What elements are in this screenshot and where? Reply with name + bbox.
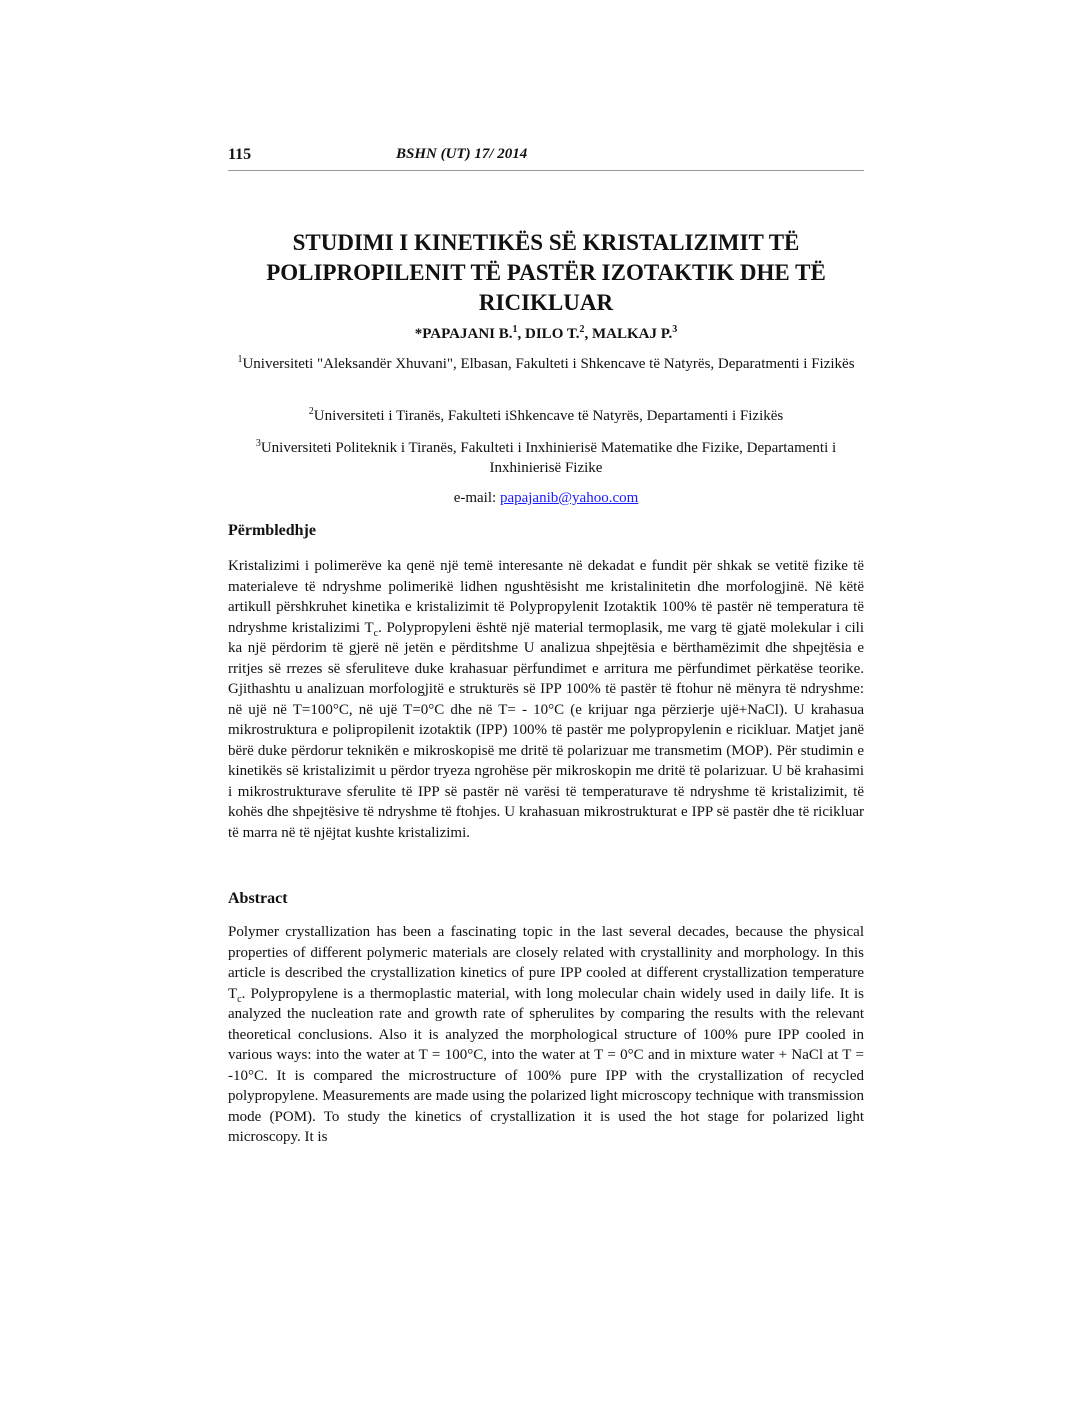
affiliation-text: Universiteti i Tiranës, Fakulteti iShkencave të Natyrës, Departamenti i Fizikës bbox=[313, 408, 784, 424]
affiliation-text: Universiteti Politeknik i Tiranës, Fakulteti i Inxhinierisë Matematike dhe Fizike, Departamenti i Inxhinierisë Fizike bbox=[260, 440, 837, 476]
abstract-text: . Polypropylene is a thermoplastic material, with long molecular chain widely used in daily life. It is analyzed the nucleation rate and growth rate of spherulites by comparing the results with the relevant theoretical conclusions. Also it is analyzed the morphological structure of 100% pure IPP cooled in various ways: into the water at T = 100°C, into the water at T = 0°C and in mixture water + NaCl at T = -10°C. It is compared the microstructure of 100% pure IPP with the crystallization of recycled polypropylene. Measurements are made using the polarized light microscopy technique with transmission mode (POM). To study the kinetics of crystallization it is used the hot stage for polarized light microscopy. It is bbox=[228, 985, 864, 1145]
email-label: e-mail: bbox=[453, 490, 500, 506]
abstract-text: Polymer crystallization has been a fascinating topic in the last several decades, because the physical properties of different polymeric materials are closely related with crystallinity and morphology. In this article is described the crystallization kinetics of pure IPP cooled at different crystallization temperature T bbox=[228, 924, 864, 1002]
affiliation-2 bbox=[228, 406, 864, 426]
affiliation-3 bbox=[228, 438, 864, 478]
contact-email bbox=[228, 490, 864, 507]
page-number: 115 bbox=[228, 146, 252, 163]
affiliation-mark: 3 bbox=[255, 438, 261, 449]
author-name: , MALKAJ P. bbox=[584, 326, 673, 342]
running-header bbox=[228, 146, 864, 171]
summary-text: Kristalizimi i polimerëve ka qenë një temë interesante në dekadat e fundit për shkak se vetitë fizike të materialeve të ndryshme polimerikë lidhen ngushtësisht me kristalinitetin dhe morfologjinë. Në këtë artikull përshkruhet kinetika e kristalizimit të Polypropylenit Izotaktik 100% të pastër në temperatura të ndryshme kristalizimi T bbox=[228, 558, 864, 636]
author-name: , DILO T. bbox=[517, 326, 580, 342]
affiliation-mark: 1 bbox=[237, 354, 243, 365]
summary-paragraph bbox=[228, 556, 864, 843]
section-heading-abstract: Abstract bbox=[228, 890, 288, 907]
author-list bbox=[228, 326, 864, 343]
author-name: *PAPAJANI B. bbox=[414, 326, 513, 342]
affiliation-1 bbox=[228, 354, 864, 374]
affiliation-mark: 2 bbox=[308, 406, 314, 417]
author-affil-mark: 3 bbox=[672, 324, 678, 335]
paper-title: STUDIMI I KINETIKËS SË KRISTALIZIMIT TË POLIPROPILENIT TË PASTËR IZOTAKTIK DHE TË RICIKLUAR bbox=[266, 230, 826, 315]
author-affil-mark: 2 bbox=[579, 324, 585, 335]
subscript: c bbox=[237, 993, 242, 1005]
subscript: c bbox=[373, 627, 379, 639]
abstract-paragraph bbox=[228, 922, 864, 1148]
journal-reference: BSHN (UT) 17/ 2014 bbox=[396, 146, 528, 162]
author-affil-mark: 1 bbox=[512, 324, 518, 335]
summary-text: . Polypropyleni është një material termoplasik, me varg të gjatë molekular i cili ka një përdorim të gjerë në jetën e përditshme U analizua shpejtësia e bërthamëzimit dhe shpejtësia e rritjes së rrezes së sferuliteve duke krahasuar përfundimet e arritura me përfundimet përkatëse teorike. Gjithashtu u analizuan morfologjitë e strukturës së IPP 100% të pastër të ftohur në mënyra të ndryshme: në ujë në T=100°C, në ujë T=0°C dhe në T= - 10°C (e krijuar nga përzierje ujë+NaCl). U krahasua mikrostruktura e polipropilenit izotaktik (IPP) 100% të pastër me polypropylenin e ricikluar. Matjet janë bërë duke përdorur teknikën e mikroskopisë me dritë të polarizuar me transmetim (MOP). Për studimin e kinetikës së kristalizimit u përdor tryeza ngrohëse për mikroskopin me dritë të polarizuar. U bë krahasimi i mikrostrukturave sferulite të IPP së pastër në varësi të temperaturave të ndryshme të kristalizimit, të kohës dhe shpejtësive të ndryshme të ftohjes. U krahasuan mikrostrukturat e IPP së pastër dhe të ricikluar të marra në të njëjtat kushte kristalizimi. bbox=[228, 619, 864, 841]
section-heading-permbledhje: Përmbledhje bbox=[228, 522, 316, 539]
affiliation-text: Universiteti "Aleksandër Xhuvani", Elbasan, Fakulteti i Shkencave të Natyrës, Deparatmenti i Fizikës bbox=[242, 356, 855, 372]
email-link[interactable]: papajanib@yahoo.com bbox=[499, 490, 639, 506]
